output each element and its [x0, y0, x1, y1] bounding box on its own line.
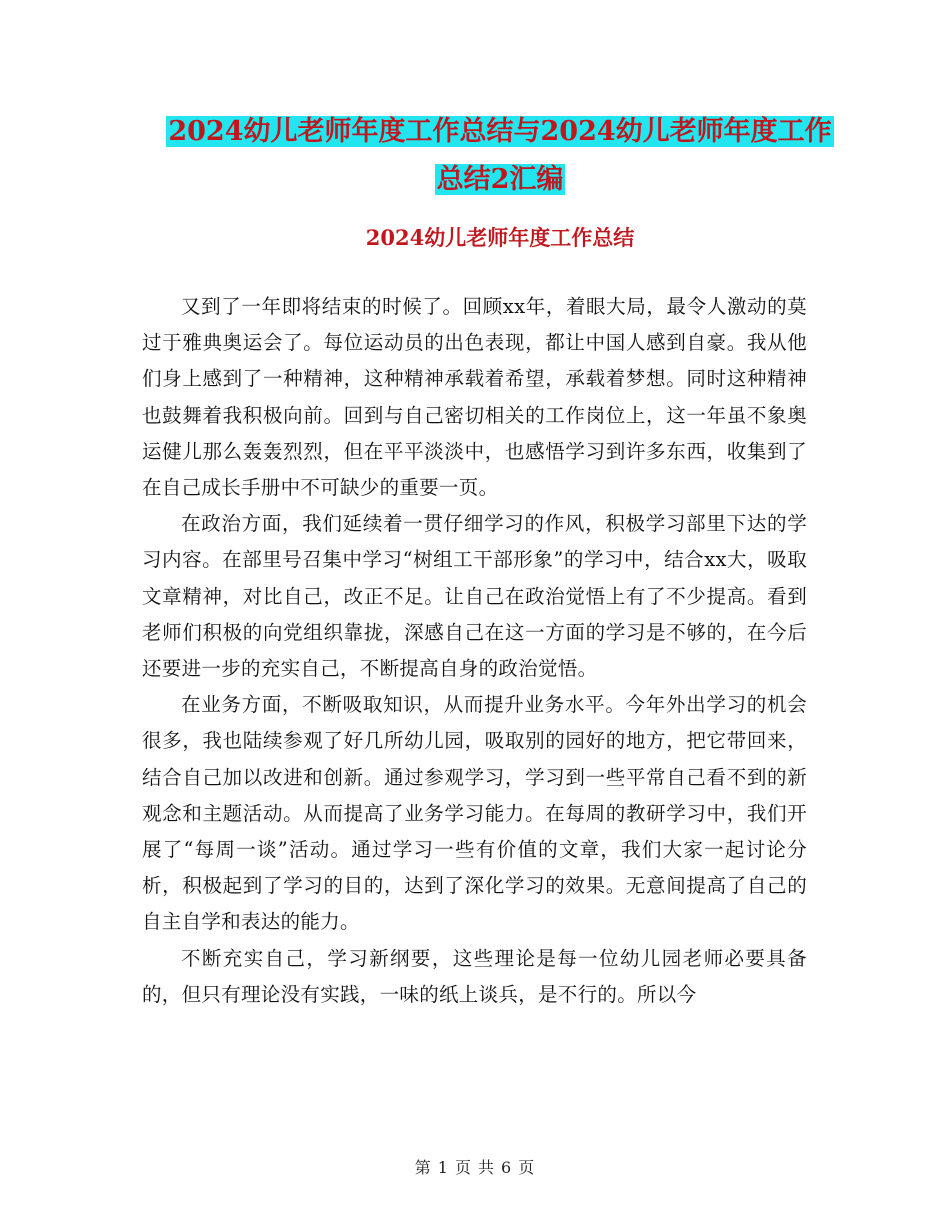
- footer-page-word: 页: [454, 1158, 472, 1177]
- document-title-line-1: 2024幼儿老师年度工作总结与2024幼儿老师年度工作: [168, 116, 832, 147]
- paragraph-2: 在政治方面，我们延续着一贯仔细学习的作风，积极学习部里下达的学习内容。在部里号召集中学习“树组工干部形象”的学习中，结合xx大，吸取文章精神，对比自己，改正不足。让自己在政治觉悟上有了不少提高。看到老师们积极的向党组织靠拢，深感自己在这一方面的学习是不够的，在今后还要进一步的充实自己，不断提高自身的政治觉悟。: [142, 512, 807, 681]
- paragraph-3: 在业务方面，不断吸取知识，从而提升业务水平。今年外出学习的机会很多，我也陆续参观了好几所幼儿园，吸取别的园好的地方，把它带回来，结合自己加以改进和创新。通过参观学习，学习到一些平常自己看不到的新观念和主题活动。从而提高了业务学习能力。在每周的教研学习中，我们开展了“每周一谈”活动。通过学习一些有价值的文章，我们大家一起讨论分析，积极起到了学习的目的，达到了深化学习的效果。无意间提高了自己的自主自学和表达的能力。: [142, 693, 807, 934]
- paragraph-4: 不断充实自己，学习新纲要，这些理论是每一位幼儿园老师必要具备的，但只有理论没有实践，一味的纸上谈兵，是不行的。所以今: [142, 946, 807, 1006]
- document-body: [142, 289, 807, 1013]
- paragraph-1: 又到了一年即将结束的时候了。回顾xx年，着眼大局，最令人激动的莫过于雅典奥运会了。每位运动员的出色表现，都让中国人感到自豪。我从他们身上感到了一种精神，这种精神承载着希望，承载着梦想。同时这种精神也鼓舞着我积极向前。回到与自己密切相关的工作岗位上，这一年虽不象奥运健儿那么轰轰烈烈，但在平平淡淡中，也感悟学习到许多东西，收集到了在自己成长手册中不可缺少的重要一页。: [142, 295, 807, 500]
- document-title: [130, 108, 870, 204]
- footer-total-word: 共: [478, 1158, 496, 1177]
- footer-current-page: 1: [437, 1158, 449, 1177]
- footer-suffix: 页: [518, 1158, 536, 1177]
- footer-total-pages: 6: [501, 1158, 513, 1177]
- section-title: 2024幼儿老师年度工作总结: [365, 225, 635, 250]
- footer-prefix: 第: [414, 1158, 432, 1177]
- page-footer: [0, 1155, 950, 1178]
- document-title-line-2: 总结2汇编: [436, 164, 564, 195]
